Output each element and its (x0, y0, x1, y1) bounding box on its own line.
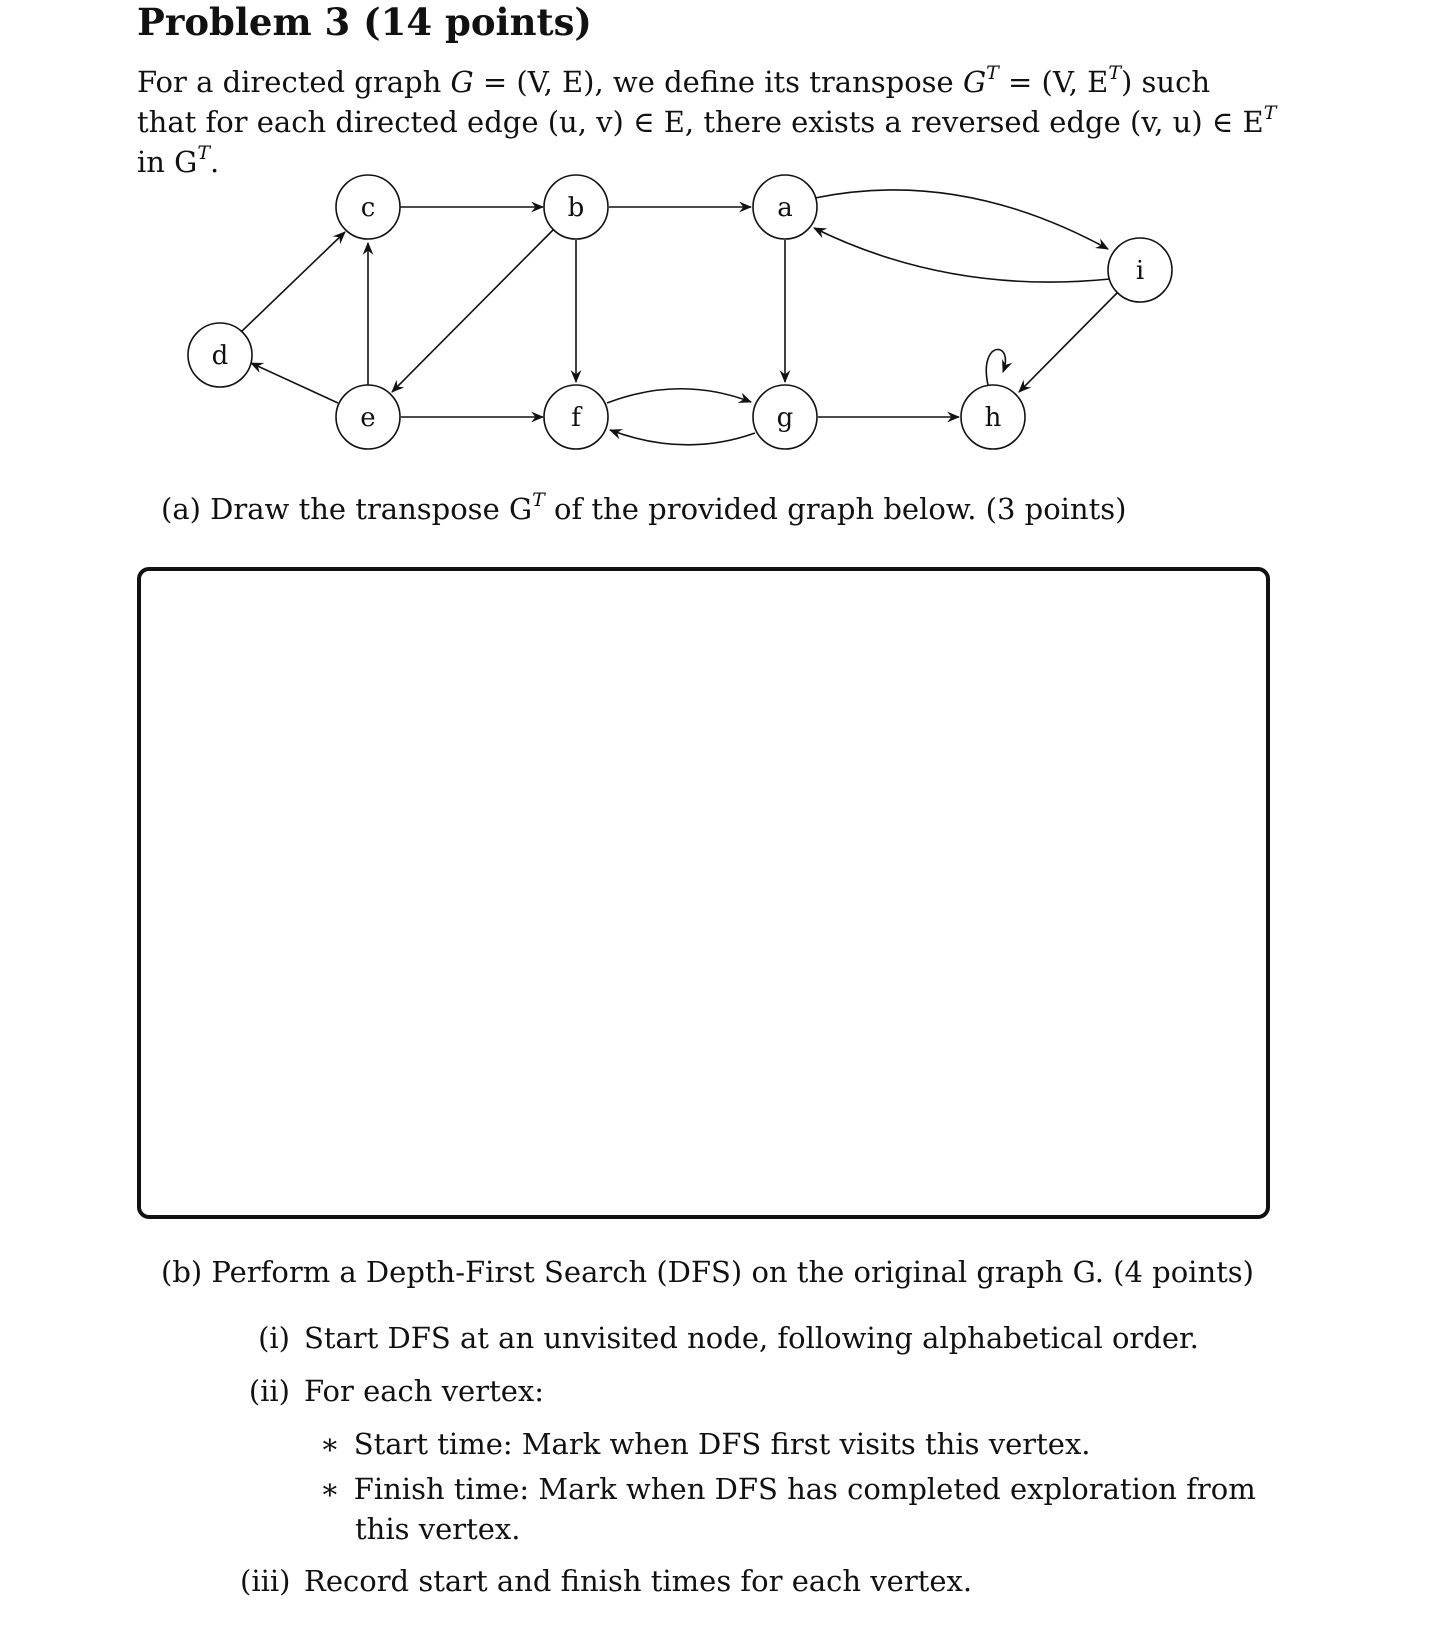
node-h-label: h (984, 403, 1002, 433)
part-b-prompt: (b) Perform a Depth-First Search (DFS) on the original graph G. (4 points) (161, 1255, 1254, 1289)
node-c (336, 175, 400, 239)
part-b-item-iii: (iii) Record start and finish times for each vertex. (240, 1564, 973, 1598)
node-f (544, 385, 608, 449)
node-i-label: i (1135, 256, 1145, 286)
edge-e-d (251, 363, 338, 403)
node-b-label: b (567, 193, 585, 223)
edge-i-a (814, 228, 1110, 282)
node-e-label: e (360, 403, 376, 433)
node-d-label: d (211, 341, 229, 371)
directed-graph-figure (0, 0, 1439, 470)
node-i (1108, 238, 1172, 302)
part-a-prompt: (a) Draw the transpose $G^T$ of the provided graph below. (3 points) (161, 489, 1127, 526)
edge-d-c (241, 232, 345, 332)
node-a-label: a (777, 193, 793, 223)
node-e (336, 385, 400, 449)
intro-line-1: For a directed graph G = (V, E), we define its transpose $G^T = (V$, $E^T$) such (137, 62, 1211, 99)
node-b (544, 175, 608, 239)
intro-line-3: in $G^T$. (137, 142, 220, 179)
edge-i-h (1019, 292, 1118, 392)
bullet-finish-time-cont: this vertex. (355, 1512, 521, 1546)
bullet-start-time: ∗ Start time: Mark when DFS first visits this vertex. (320, 1427, 1091, 1461)
bullet-finish-time: ∗ Finish time: Mark when DFS has completed exploration from (320, 1472, 1256, 1506)
part-b-item-i: (i) Start DFS at an unvisited node, following alphabetical order. (258, 1321, 1199, 1355)
answer-box-part-a[interactable] (137, 567, 1270, 1219)
edge-g-f (610, 430, 755, 445)
node-c-label: c (360, 193, 376, 223)
node-f-label: f (571, 403, 581, 433)
intro-line-2: that for each directed edge (u, v) ∈ E, there exists a reversed edge (v, u) ∈ $E^T$ (137, 102, 1277, 139)
node-g-label: g (776, 403, 794, 433)
node-h (961, 385, 1025, 449)
node-g (753, 385, 817, 449)
edge-b-e (392, 230, 553, 392)
edge-f-g (607, 389, 751, 403)
node-a (753, 175, 817, 239)
node-d (188, 323, 252, 387)
edge-a-i (815, 190, 1108, 249)
part-b-item-ii: (ii) For each vertex: (248, 1374, 545, 1408)
problem-title: Problem 3 (14 points) (137, 0, 592, 44)
edge-h-h-loop (986, 349, 1005, 385)
